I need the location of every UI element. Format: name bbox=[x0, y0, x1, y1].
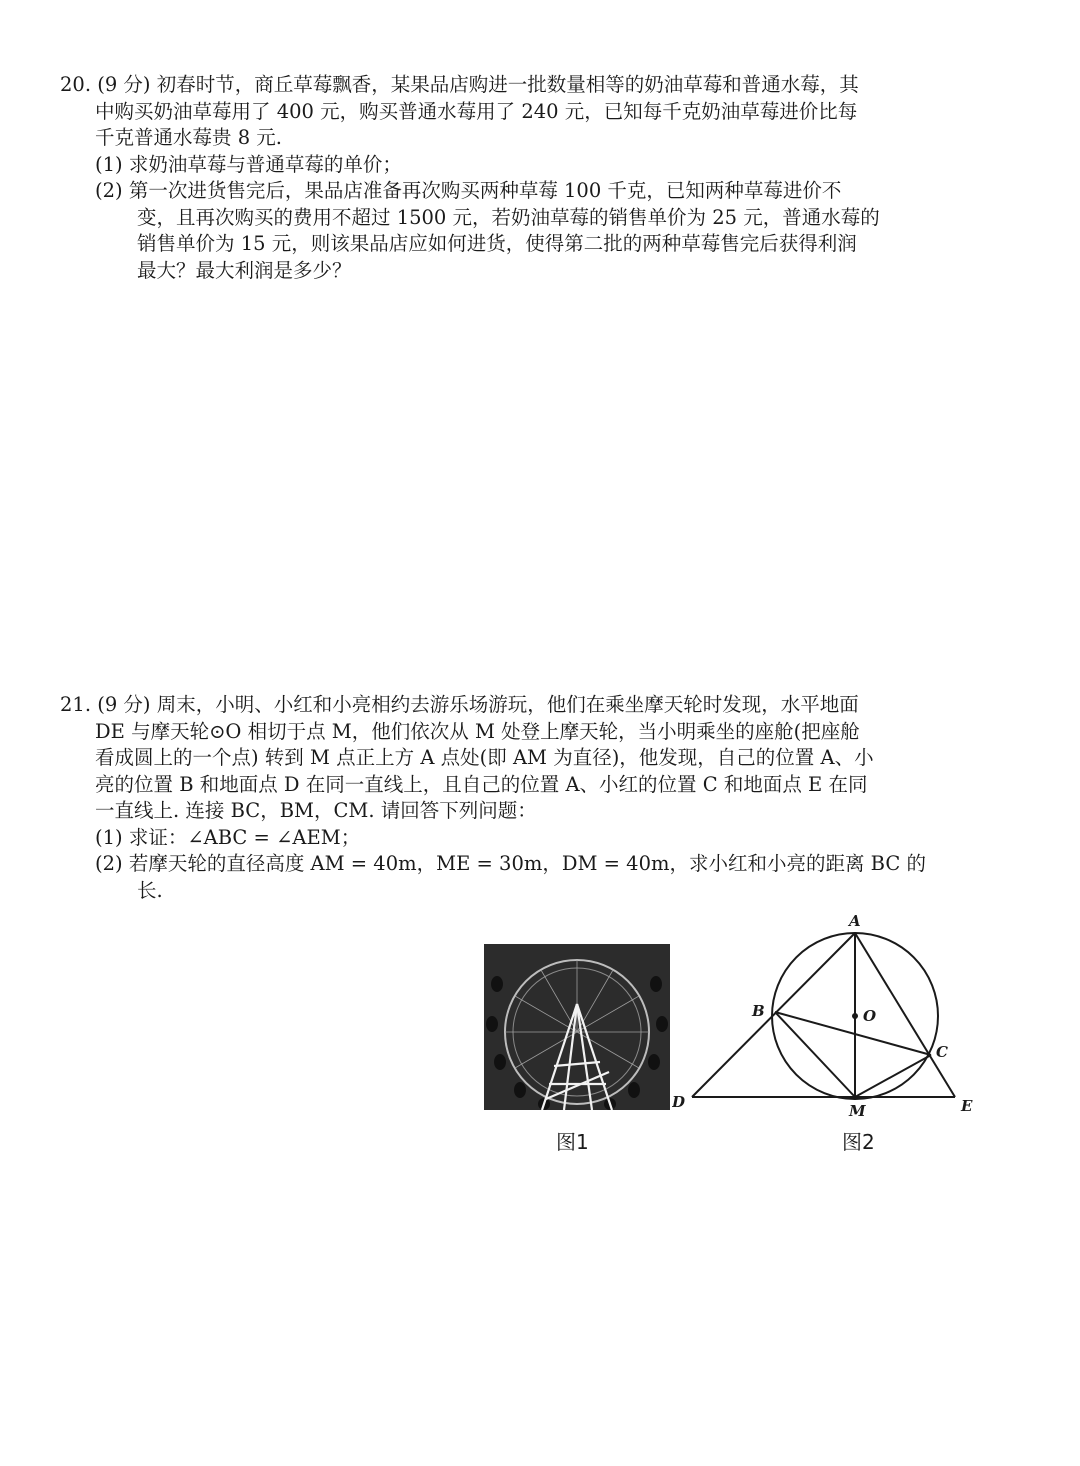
point-d-label: D bbox=[672, 1093, 686, 1111]
question-20-part-2 bbox=[60, 178, 995, 284]
point-a-label: A bbox=[849, 912, 861, 930]
question-21-part-2 bbox=[60, 851, 995, 904]
question-20-line: 中购买奶油草莓用了 400 元，购买普通水莓用了 240 元，已知每千克奶油草莓进价比每 bbox=[95, 99, 858, 123]
question-21-line: 亮的位置 B 和地面点 D 在同一直线上，且自己的位置 A、小红的位置 C 和地面点 E 在同 bbox=[95, 772, 868, 796]
question-21-part-1: (1) 求证：∠ABC = ∠AEM； bbox=[95, 825, 361, 849]
question-21-line: 一直线上. 连接 BC，BM，CM. 请回答下列问题： bbox=[95, 799, 537, 822]
question-21 bbox=[60, 692, 995, 904]
point-c-label: C bbox=[936, 1043, 948, 1061]
question-21-line: 看成圆上的一个点) 转到 M 点正上方 A 点处(即 AM 为直径)，他发现，自己的位置 A、小 bbox=[95, 746, 874, 769]
question-21-part-2-line: 长. bbox=[137, 878, 163, 902]
question-21-line: DE 与摩天轮⊙O 相切于点 M，他们依次从 M 处登上摩天轮，当小明乘坐的座舱(把座舱 bbox=[95, 719, 860, 743]
question-20-line: 20. (9 分) 初春时节，商丘草莓飘香，某果品店购进一批数量相等的奶油草莓和普通水莓，其 bbox=[60, 73, 859, 96]
question-21-part-2-line: (2) 若摩天轮的直径高度 AM = 40m，ME = 30m，DM = 40m，求小红和小亮的距离 BC 的 bbox=[95, 852, 926, 875]
line-bm bbox=[775, 1012, 855, 1097]
point-o-label: O bbox=[863, 1007, 877, 1025]
question-21-line: 21. (9 分) 周末，小明、小红和小亮相约去游乐场游玩，他们在乘坐摩天轮时发现，水平地面 bbox=[60, 693, 859, 716]
question-20-part-2-line: 最大？最大利润是多少？ bbox=[137, 258, 352, 282]
question-20-part-2-line: 变，且再次购买的费用不超过 1500 元，若奶油草莓的销售单价为 25 元，普通水莓的 bbox=[137, 205, 880, 229]
center-dot bbox=[852, 1013, 858, 1019]
question-20 bbox=[60, 72, 995, 284]
figure-1-caption: 图1 bbox=[556, 1130, 589, 1154]
question-20-part-2-line: (2) 第一次进货售完后，果品店准备再次购买两种草莓 100 千克，已知两种草莓进价不 bbox=[95, 179, 842, 202]
question-20-line: 千克普通水莓贵 8 元. bbox=[95, 126, 283, 149]
point-b-label: B bbox=[752, 1002, 765, 1020]
ferris-wheel-photo bbox=[484, 944, 670, 1110]
point-e-label: E bbox=[961, 1097, 973, 1115]
question-20-part-1: (1) 求奶油草莓与普通草莓的单价； bbox=[95, 152, 402, 176]
figure-2-caption: 图2 bbox=[842, 1130, 875, 1154]
question-20-part-2-line: 销售单价为 15 元，则该果品店应如何进货，使得第二批的两种草莓售完后获得利润 bbox=[137, 232, 857, 255]
geometry-diagram bbox=[672, 905, 982, 1120]
point-m-label: M bbox=[849, 1102, 866, 1120]
